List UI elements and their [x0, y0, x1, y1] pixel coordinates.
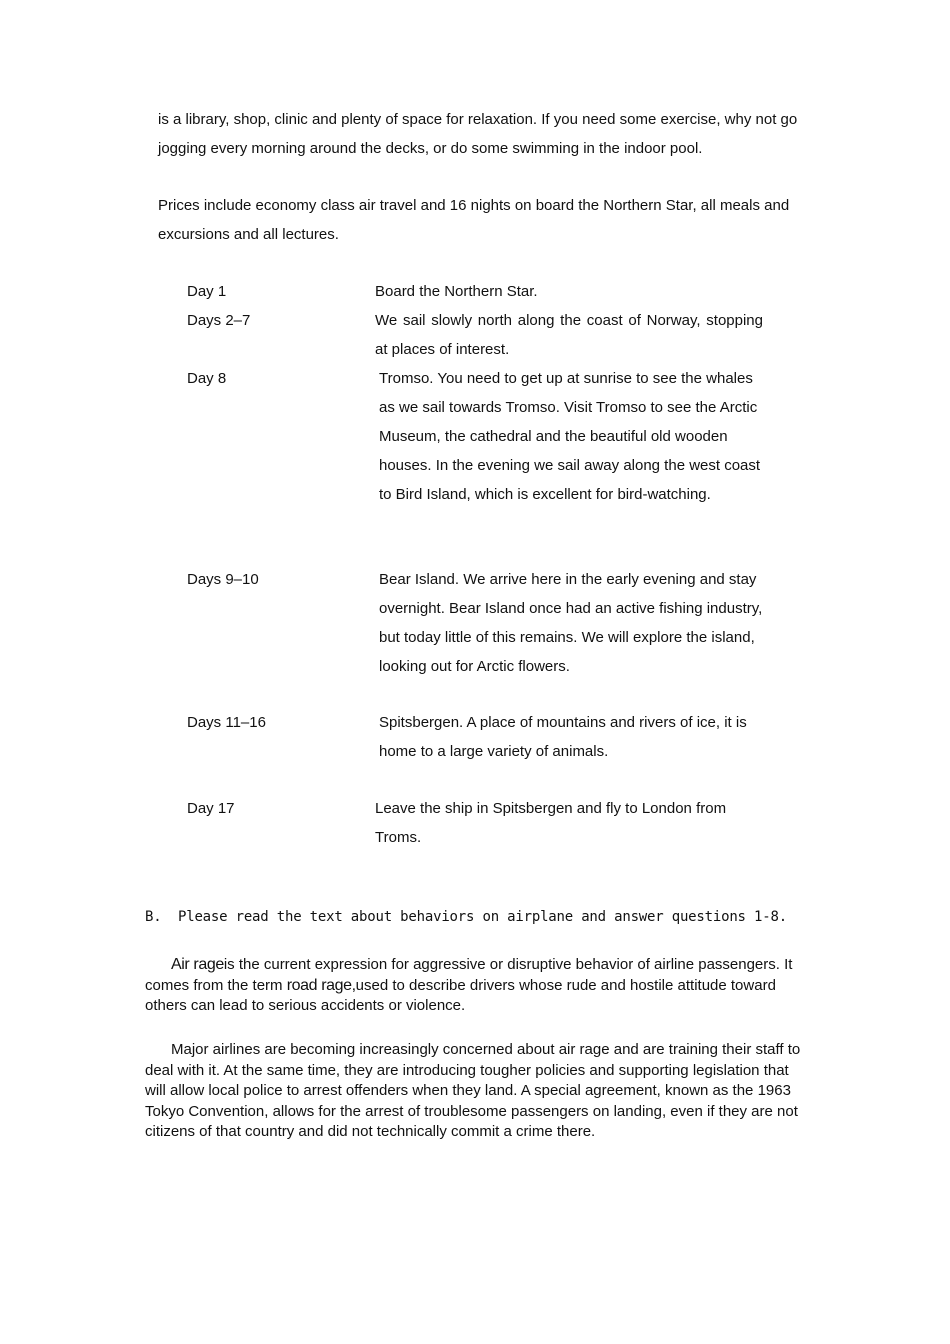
section-instruction: Please read the text about behaviors on airplane and answer questions 1-8.	[178, 909, 787, 925]
air-rage-text-2: used to describe drivers whose rude and hostile attitude toward others can lead to serious accidents or violence.	[145, 976, 776, 1014]
section-b-heading	[145, 906, 787, 928]
air-rage-text-1: is the current expression for aggressive or disruptive behavior of airline passengers. It comes from the term	[145, 956, 793, 994]
itinerary-day: Day 8	[187, 370, 227, 387]
itinerary-text: Spitsbergen. A place of mountains and rivers of ice, it is home to a large variety of animals.	[379, 714, 747, 760]
airlines-text: Major airlines are becoming increasingly concerned about air rage and are training their staff to deal with it. At the same time, they are introducing tougher policies and supporting legislation that will allow local police to arrest offenders when they land. A special agreement, known as the 1963 Tokyo Convention, allows for the arrest of troublesome passengers on landing, even if they are not citizens of that country and did not technically commit a crime there.	[145, 1041, 801, 1140]
itinerary-text: Leave the ship in Spitsbergen and fly to London from Troms.	[375, 800, 727, 846]
intro-paragraph: is a library, shop, clinic and plenty of space for relaxation. If you need some exercise, why not go jogging every morning around the decks, or do some swimming in the indoor pool.	[158, 111, 798, 157]
itinerary-day: Day 1	[187, 283, 227, 300]
itinerary-text: We sail slowly north along the coast of Norway, stopping at places of interest.	[375, 312, 763, 358]
airlines-paragraph	[145, 1040, 805, 1143]
air-rage-paragraph	[145, 955, 805, 1017]
itinerary-day: Days 2–7	[187, 312, 251, 329]
itinerary-text: Board the Northern Star.	[375, 283, 538, 300]
itinerary-day: Day 17	[187, 800, 235, 817]
itinerary-day: Days 11–16	[187, 714, 266, 731]
section-letter: B.	[145, 909, 162, 925]
term-air-rage: Air rage	[171, 956, 224, 973]
itinerary-day: Days 9–10	[187, 571, 259, 588]
prices-paragraph: Prices include economy class air travel and 16 nights on board the Northern Star, all meals and excursions and all lectures.	[158, 197, 790, 243]
itinerary-text: Bear Island. We arrive here in the early evening and stay overnight. Bear Island once had an active fishing industry, but today little of this remains. We will explore the island, looking out for Arctic flowers.	[379, 571, 763, 675]
itinerary-text: Tromso. You need to get up at sunrise to see the whales as we sail towards Tromso. Visit Tromso to see the Arctic Museum, the cathedral and the beautiful old wooden houses. In the evening we sail away along the west coast to Bird Island, which is excellent for bird-watching.	[379, 370, 761, 503]
term-road-rage: road rage,	[286, 976, 356, 994]
